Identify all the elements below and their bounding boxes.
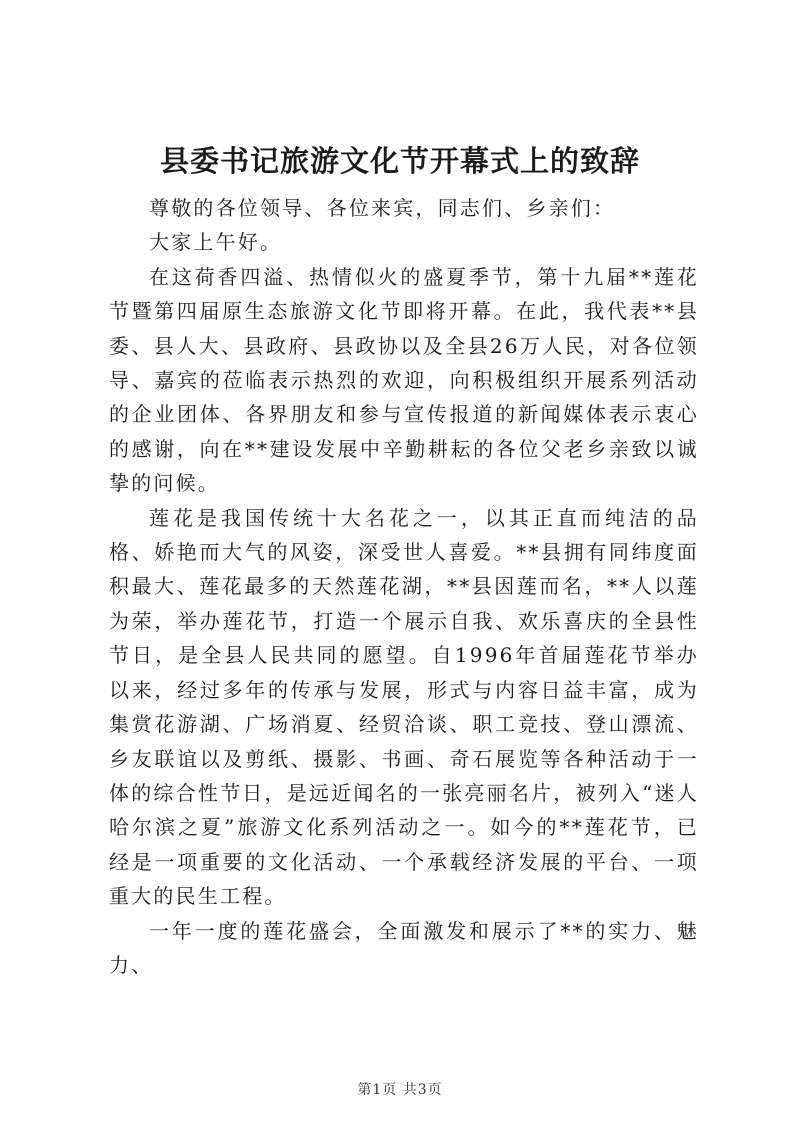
body-paragraph: 莲花是我国传统十大名花之一，以其正直而纯洁的品格、娇艳而大气的风姿，深受世人喜爱。**县拥有同纬度面积最大、莲花最多的天然莲花湖，**县因莲而名，**人以莲为荣，举办莲花节，打造一个展示自我、欢乐喜庆的全县性节日，是全县人民共同的愿望。自1996年首届莲花节举办以来，经过多年的传承与发展，形式与内容日益丰富，成为集赏花游湖、广场消夏、经贸洽谈、职工竞技、登山漂流、乡友联谊以及剪纸、摄影、书画、奇石展览等各种活动于一体的综合性节日，是远近闻名的一张亮丽名片，被列入“迷人哈尔滨之夏”旅游文化系列活动之一。如今的**莲花节，已经是一项重要的文化活动、一个承载经济发展的平台、一项重大的民生工程。 [109,505,699,909]
document-body [109,191,699,982]
body-paragraph: 在这荷香四溢、热情似火的盛夏季节，第十九届**莲花节暨第四届原生态旅游文化节即将开幕。在此，我代表**县委、县人大、县政府、县政协以及全县26万人民，对各位领导、嘉宾的莅临表示热烈的欢迎，向积极组织开展系列活动的企业团体、各界朋友和参与宣传报道的新闻媒体表示衷心的感谢，向在**建设发展中辛勤耕耘的各位父老乡亲致以诚挚的问候。 [109,264,699,496]
greeting-paragraph: 大家上午好。 [149,230,283,255]
body-paragraph: 一年一度的莲花盛会，全面激发和展示了**的实力、魅力、 [109,918,699,977]
document-title: 县委书记旅游文化节开幕式上的致辞 [159,144,640,178]
salutation-paragraph: 尊敬的各位领导、各位来宾，同志们、乡亲们： [149,196,616,220]
page-footer: 第1页 共3页 [357,1082,443,1098]
